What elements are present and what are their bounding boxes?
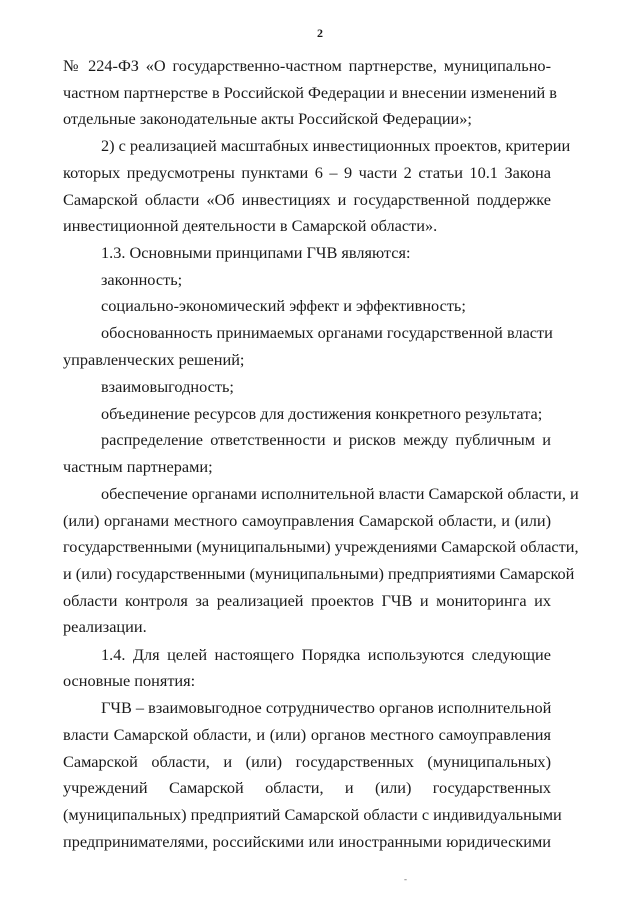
definition-line: ГЧВ – взаимовыгодное сотрудничество органов исполнительной (101, 698, 552, 717)
section-heading: 1.4. Для целей настоящего Порядка используются следующие (101, 645, 551, 664)
text-line: и (или) государственными (муниципальными) предприятиями Самарской (63, 564, 575, 583)
text-line: (или) органами местного самоуправления Самарской области, и (или) (63, 511, 551, 530)
text-line: № 224-ФЗ «О государственно-частном партнерстве, муниципально- (63, 56, 551, 75)
text-line: учреждений Самарской области, и (или) государственных (63, 778, 551, 797)
text-line: реализации. (63, 617, 147, 636)
page-number: 2 (317, 26, 323, 40)
text-line: области контроля за реализацией проектов ГЧВ и мониторинга их (63, 591, 551, 610)
text-line: (муниципальных) предприятий Самарской области с индивидуальными (63, 805, 562, 824)
text-line: частном партнерстве в Российской Федерации и внесении изменений в (63, 83, 557, 102)
text-line: инвестиционной деятельности в Самарской области». (63, 216, 438, 235)
section-heading: 1.3. Основными принципами ГЧВ являются: (101, 243, 411, 262)
text-line: государственными (муниципальными) учреждениями Самарской области, (63, 537, 579, 556)
scan-mark: - (404, 874, 407, 884)
list-item: законность; (101, 270, 183, 289)
list-item: социально-экономический эффект и эффективность; (101, 296, 466, 315)
text-line: Самарской области «Об инвестициях и государственной поддержке (63, 190, 551, 209)
list-item: взаимовыгодность; (101, 377, 234, 396)
text-line: Самарской области, и (или) государственных (муниципальных) (63, 752, 551, 771)
list-item: обеспечение органами исполнительной власти Самарской области, и (101, 484, 579, 503)
text-line: предпринимателями, российскими или иностранными юридическими (63, 832, 551, 851)
text-line: власти Самарской области, и (или) органов местного самоуправления (63, 725, 551, 744)
list-item: обоснованность принимаемых органами государственной власти (101, 323, 553, 342)
list-item: распределение ответственности и рисков между публичным и (101, 430, 551, 449)
text-line: частным партнерами; (63, 457, 213, 476)
list-item: объединение ресурсов для достижения конкретного результата; (101, 404, 543, 423)
text-line: управленческих решений; (63, 350, 245, 369)
text-line: 2) с реализацией масштабных инвестиционных проектов, критерии (101, 136, 571, 155)
text-line: которых предусмотрены пунктами 6 – 9 части 2 статьи 10.1 Закона (63, 163, 551, 182)
text-line: основные понятия: (63, 671, 196, 690)
text-line: отдельные законодательные акты Российской Федерации»; (63, 109, 472, 128)
